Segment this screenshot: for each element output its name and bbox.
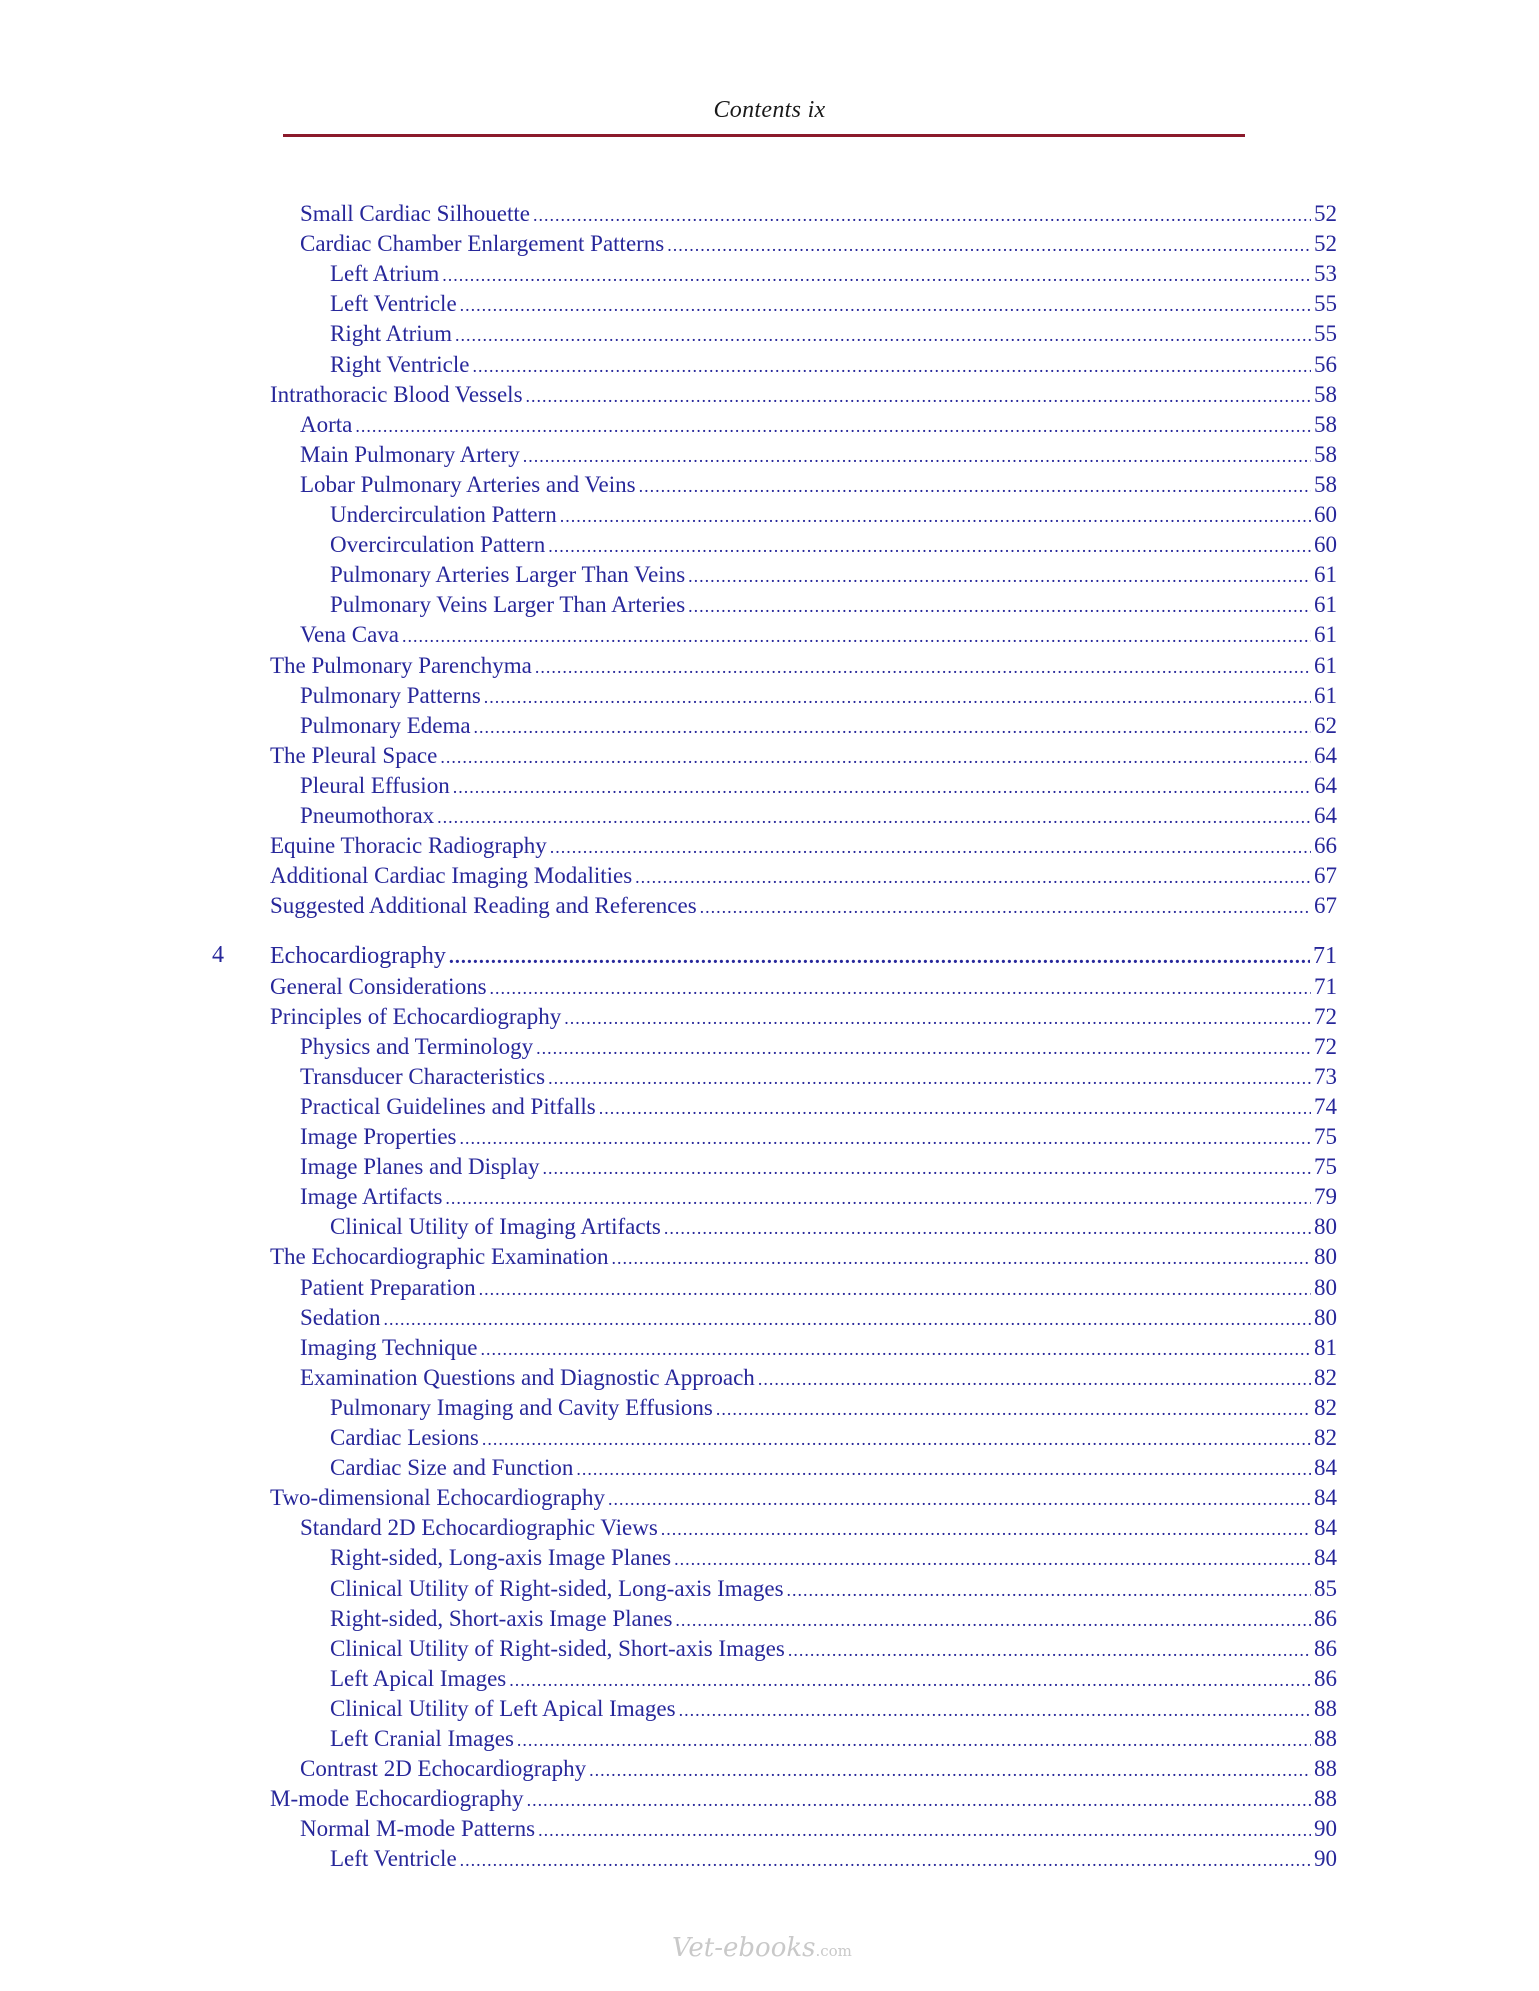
toc-entry[interactable] <box>300 1305 1337 1335</box>
dot-leader <box>674 1549 1311 1570</box>
dot-leader <box>688 596 1311 617</box>
dot-leader <box>538 1820 1311 1841</box>
toc-entry-page: 71 <box>1313 943 1337 970</box>
dot-leader <box>459 1128 1311 1149</box>
header-page-numeral: ix <box>807 97 826 123</box>
toc-entry-page: 58 <box>1314 411 1337 437</box>
toc-entry-page: 79 <box>1314 1184 1337 1210</box>
toc-entry-page: 61 <box>1314 622 1337 648</box>
toc-entry[interactable] <box>270 1244 1337 1274</box>
toc-entry[interactable] <box>300 1335 1337 1365</box>
toc-entry-page: 71 <box>1314 973 1337 999</box>
toc-entry-title: Examination Questions and Diagnostic Approach <box>300 1364 755 1390</box>
toc-entry-title: Right-sided, Long-axis Image Planes <box>330 1545 672 1571</box>
dot-leader <box>564 1008 1311 1029</box>
dot-leader <box>599 1098 1311 1119</box>
dot-leader <box>480 1339 1311 1360</box>
watermark-logo <box>672 1933 852 1963</box>
toc-entry[interactable] <box>300 1515 1337 1545</box>
header-rule <box>283 134 1245 137</box>
toc-entry-page: 58 <box>1314 471 1337 497</box>
watermark-text: Vet-ebooks <box>672 1933 816 1963</box>
toc-entry-title: Left Apical Images <box>330 1665 507 1691</box>
toc-entry-title: Left Ventricle <box>330 1846 457 1872</box>
toc-entry-page: 73 <box>1314 1063 1337 1089</box>
dot-leader <box>589 1760 1311 1781</box>
toc-entry[interactable] <box>300 1034 1337 1064</box>
toc-entry[interactable] <box>300 622 1337 652</box>
toc-entry-title: Right-sided, Short-axis Image Planes <box>330 1605 673 1631</box>
toc-entry[interactable] <box>270 863 1337 893</box>
toc-entry[interactable] <box>300 201 1337 231</box>
toc-entry-page: 55 <box>1314 321 1337 347</box>
toc-entry-title: Principles of Echocardiography <box>270 1003 562 1029</box>
toc-entry-page: 56 <box>1314 351 1337 377</box>
toc-entry-title: Lobar Pulmonary Arteries and Veins <box>300 471 636 497</box>
toc-entry-page: 72 <box>1314 1003 1337 1029</box>
dot-leader <box>490 978 1311 999</box>
toc-entry[interactable] <box>300 683 1337 713</box>
dot-leader <box>576 1459 1311 1480</box>
toc-entry-page: 88 <box>1314 1726 1337 1751</box>
toc-entry[interactable] <box>300 412 1337 442</box>
header-title: Contents <box>713 97 802 123</box>
dot-leader <box>453 777 1311 798</box>
toc-entry[interactable] <box>300 472 1337 502</box>
toc-entry[interactable] <box>300 773 1337 803</box>
toc-entry-title: Two-dimensional Echocardiography <box>270 1485 605 1511</box>
toc-entry-page: 84 <box>1314 1485 1337 1511</box>
toc-entry-title: Practical Guidelines and Pitfalls <box>300 1093 596 1119</box>
dot-leader <box>661 1519 1311 1540</box>
toc-entry[interactable] <box>330 1696 1337 1726</box>
toc-entry[interactable] <box>330 592 1337 622</box>
toc-entry[interactable] <box>300 1184 1337 1214</box>
dot-leader <box>788 1640 1311 1661</box>
dot-leader <box>700 897 1311 918</box>
toc-entry-title: Sedation <box>300 1304 381 1330</box>
dot-leader <box>664 1218 1311 1239</box>
toc-entry-page: 86 <box>1314 1665 1337 1691</box>
toc-entry-title: Right Atrium <box>330 321 453 347</box>
toc-entry-title: Pulmonary Veins Larger Than Arteries <box>330 592 686 618</box>
running-header <box>0 97 1539 124</box>
toc-entry-title: Physics and Terminology <box>300 1033 534 1059</box>
toc-entry-page: 82 <box>1314 1425 1337 1450</box>
toc-entry-title: Additional Cardiac Imaging Modalities <box>270 863 633 889</box>
toc-entry-title: Pneumothorax <box>300 803 435 828</box>
toc-entry-page: 53 <box>1314 261 1337 287</box>
toc-entry-title: The Echocardiographic Examination <box>270 1244 609 1270</box>
toc-entry-page: 58 <box>1314 441 1337 467</box>
dot-leader <box>675 1610 1311 1631</box>
dot-leader <box>679 1700 1311 1721</box>
toc-entry-title: Overcirculation Pattern <box>330 532 546 558</box>
dot-leader <box>523 446 1311 467</box>
toc-entry-page: 64 <box>1314 742 1337 768</box>
toc-entry[interactable] <box>330 1214 1337 1244</box>
toc-entry-page: 75 <box>1314 1124 1337 1149</box>
toc-entry[interactable] <box>270 1004 1337 1034</box>
toc-entry[interactable] <box>330 1636 1337 1666</box>
toc-entry-page: 80 <box>1314 1274 1337 1300</box>
toc-entry-page: 52 <box>1314 201 1337 226</box>
toc-entry-title: Normal M-mode Patterns <box>300 1816 536 1842</box>
toc-entry-page: 80 <box>1314 1244 1337 1270</box>
toc-entry-title: Main Pulmonary Artery <box>300 441 520 467</box>
dot-leader <box>787 1580 1311 1601</box>
dot-leader <box>482 1429 1311 1450</box>
toc-entry-title: The Pulmonary Parenchyma <box>270 652 532 678</box>
toc-entry-title: Left Ventricle <box>330 291 457 317</box>
toc-entry-page: 82 <box>1314 1364 1337 1390</box>
toc-entry-title: Image Planes and Display <box>300 1154 540 1180</box>
toc-entry[interactable] <box>270 1485 1337 1515</box>
dot-leader <box>402 626 1311 647</box>
toc-entry[interactable] <box>330 1395 1337 1425</box>
toc-entry-title: Pulmonary Imaging and Cavity Effusions <box>330 1394 713 1420</box>
toc-entry[interactable] <box>300 442 1337 472</box>
toc-entry-page: 72 <box>1314 1033 1337 1059</box>
toc-entry-title: Aorta <box>300 411 353 437</box>
toc-entry[interactable] <box>330 532 1337 562</box>
dot-leader <box>355 416 1311 437</box>
toc-entry[interactable] <box>330 352 1337 382</box>
toc-entry[interactable] <box>330 1455 1337 1485</box>
toc-entry-page: 67 <box>1314 863 1337 889</box>
toc-entry-page: 67 <box>1314 893 1337 919</box>
toc-entry-title: Right Ventricle <box>330 351 470 377</box>
dot-leader <box>716 1399 1311 1420</box>
dot-leader <box>639 476 1311 497</box>
toc-entry-title: Cardiac Size and Function <box>330 1455 574 1481</box>
toc-entry-title: Pulmonary Edema <box>300 712 471 738</box>
toc-entry[interactable] <box>330 1545 1337 1575</box>
toc-entry-title: Vena Cava <box>300 622 399 648</box>
toc-entry-page: 84 <box>1314 1545 1337 1571</box>
toc-entry[interactable] <box>300 1756 1337 1786</box>
dot-leader <box>611 1248 1311 1269</box>
dot-leader <box>384 1309 1312 1330</box>
toc-entry-page: 62 <box>1314 712 1337 738</box>
toc-entry-page: 52 <box>1314 231 1337 257</box>
dot-leader <box>474 717 1311 738</box>
dot-leader <box>460 1850 1311 1871</box>
toc-entry[interactable] <box>300 1365 1337 1395</box>
toc-entry-title: Small Cardiac Silhouette <box>300 201 530 226</box>
toc-entry-title: Image Artifacts <box>300 1184 443 1210</box>
toc-entry-page: 60 <box>1314 532 1337 558</box>
toc-entry-title: Clinical Utility of Left Apical Images <box>330 1695 676 1721</box>
dot-leader <box>543 1158 1311 1179</box>
dot-leader <box>509 1670 1311 1691</box>
dot-leader <box>449 946 1310 969</box>
toc-entry-page: 90 <box>1314 1816 1337 1842</box>
toc-entry-page: 61 <box>1314 592 1337 618</box>
toc-entry[interactable] <box>300 1124 1337 1154</box>
toc-entry-title: Echocardiography <box>270 943 446 970</box>
toc-entry[interactable] <box>300 803 1337 833</box>
toc-entry[interactable] <box>330 1425 1337 1455</box>
toc-entry[interactable] <box>330 562 1337 592</box>
toc-entry-page: 66 <box>1314 833 1337 859</box>
toc-entry-title: Transducer Characteristics <box>300 1063 546 1089</box>
toc-entry-title: Pulmonary Patterns <box>300 682 481 708</box>
toc-entry[interactable] <box>330 502 1337 532</box>
dot-leader <box>526 386 1311 407</box>
dot-leader <box>533 205 1311 226</box>
dot-leader <box>517 1730 1311 1751</box>
toc-entry-page: 75 <box>1314 1154 1337 1180</box>
toc-entry-title: Suggested Additional Reading and References <box>270 893 697 919</box>
toc-entry[interactable] <box>300 1275 1337 1305</box>
dot-leader <box>688 566 1311 587</box>
toc-entry[interactable] <box>300 1064 1337 1094</box>
toc-entry-title: Imaging Technique <box>300 1334 478 1360</box>
dot-leader <box>550 837 1311 858</box>
toc-entry-page: 61 <box>1314 562 1337 588</box>
toc-entry[interactable] <box>300 231 1337 261</box>
toc-entry-title: Left Atrium <box>330 261 440 287</box>
toc-entry[interactable] <box>270 893 1337 923</box>
toc-entry-title: Cardiac Chamber Enlargement Patterns <box>300 231 665 257</box>
toc-entry-page: 58 <box>1314 381 1337 407</box>
dot-leader <box>437 807 1311 828</box>
toc-entry[interactable] <box>300 713 1337 743</box>
toc-entry[interactable] <box>300 1154 1337 1184</box>
toc-entry-page: 86 <box>1314 1605 1337 1631</box>
toc-entry-title: The Pleural Space <box>270 742 438 768</box>
dot-leader <box>484 687 1311 708</box>
toc-entry-page: 60 <box>1314 502 1337 527</box>
toc-entry-title: Standard 2D Echocardiographic Views <box>300 1515 658 1541</box>
dot-leader <box>608 1489 1311 1510</box>
toc-entry-title: Patient Preparation <box>300 1274 476 1300</box>
toc-entry-page: 64 <box>1314 803 1337 828</box>
dot-leader <box>548 1068 1311 1089</box>
toc-entry-page: 61 <box>1314 652 1337 678</box>
toc-entry-title: Intrathoracic Blood Vessels <box>270 381 523 407</box>
toc-entry-title: Pulmonary Arteries Larger Than Veins <box>330 562 686 588</box>
toc-entry-page: 81 <box>1314 1334 1337 1360</box>
watermark-suffix: .com <box>815 1942 852 1960</box>
dot-leader <box>527 1790 1311 1811</box>
dot-leader <box>667 235 1311 256</box>
toc-entry-title: Equine Thoracic Radiography <box>270 833 547 859</box>
toc-entry-page: 84 <box>1314 1455 1337 1481</box>
toc-entry-title: Undercirculation Pattern <box>330 502 557 527</box>
toc-entry[interactable] <box>270 974 1337 1004</box>
toc-entry-page: 82 <box>1314 1394 1337 1420</box>
chapter-number: 4 <box>212 942 224 969</box>
toc-entry-title: General Considerations <box>270 973 487 999</box>
toc-entry[interactable] <box>330 291 1337 321</box>
toc-entry[interactable] <box>330 1726 1337 1756</box>
toc-entry-title: Left Cranial Images <box>330 1726 514 1751</box>
dot-leader <box>536 1038 1311 1059</box>
dot-leader <box>455 325 1311 346</box>
toc-entry-page: 88 <box>1314 1786 1337 1812</box>
dot-leader <box>440 747 1311 768</box>
toc-entry[interactable] <box>300 1816 1337 1846</box>
toc-entry-title: Clinical Utility of Right-sided, Long-axis Images <box>330 1575 784 1601</box>
toc-entry-page: 88 <box>1314 1695 1337 1721</box>
dot-leader <box>548 536 1311 557</box>
dot-leader <box>472 356 1311 377</box>
toc-entry-title: Clinical Utility of Right-sided, Short-axis Images <box>330 1635 785 1661</box>
toc-entry-page: 74 <box>1314 1093 1337 1119</box>
dot-leader <box>635 867 1311 888</box>
toc-entry[interactable] <box>330 261 1337 291</box>
dot-leader <box>445 1188 1311 1209</box>
toc-entry[interactable] <box>270 743 1337 773</box>
dot-leader <box>479 1279 1311 1300</box>
toc-entry-page: 80 <box>1314 1304 1337 1330</box>
dot-leader <box>560 506 1311 527</box>
toc-entry-page: 85 <box>1314 1575 1337 1601</box>
toc-entry[interactable] <box>330 321 1337 351</box>
toc-entry-page: 86 <box>1314 1635 1337 1661</box>
toc-entry-page: 90 <box>1314 1846 1337 1872</box>
toc-entry-page: 88 <box>1314 1756 1337 1782</box>
dot-leader <box>535 657 1311 678</box>
toc-entry-page: 64 <box>1314 772 1337 798</box>
dot-leader <box>442 265 1311 286</box>
toc-entry-title: Image Properties <box>300 1124 457 1149</box>
toc-entry-title: Cardiac Lesions <box>330 1425 479 1450</box>
toc-entry-page: 80 <box>1314 1214 1337 1240</box>
toc-entry[interactable] <box>300 1094 1337 1124</box>
toc-entry[interactable] <box>270 1786 1337 1816</box>
toc-entry-page: 55 <box>1314 291 1337 317</box>
toc-chapter-entry[interactable] <box>270 943 1337 973</box>
toc-entry-page: 61 <box>1314 682 1337 708</box>
toc-entry[interactable] <box>270 382 1337 412</box>
toc-entry-title: Pleural Effusion <box>300 772 450 798</box>
toc-entry[interactable] <box>330 1666 1337 1696</box>
toc-entry-page: 84 <box>1314 1515 1337 1541</box>
toc-entry[interactable] <box>270 833 1337 863</box>
toc-entry[interactable] <box>330 1576 1337 1606</box>
toc-entry-title: Contrast 2D Echocardiography <box>300 1756 587 1782</box>
dot-leader <box>758 1369 1311 1390</box>
toc-entry-title: M-mode Echocardiography <box>270 1786 524 1812</box>
dot-leader <box>460 295 1311 316</box>
toc-entry[interactable] <box>330 1606 1337 1636</box>
toc-entry[interactable] <box>330 1846 1337 1876</box>
toc-entry[interactable] <box>270 653 1337 683</box>
toc-entry-title: Clinical Utility of Imaging Artifacts <box>330 1214 661 1240</box>
